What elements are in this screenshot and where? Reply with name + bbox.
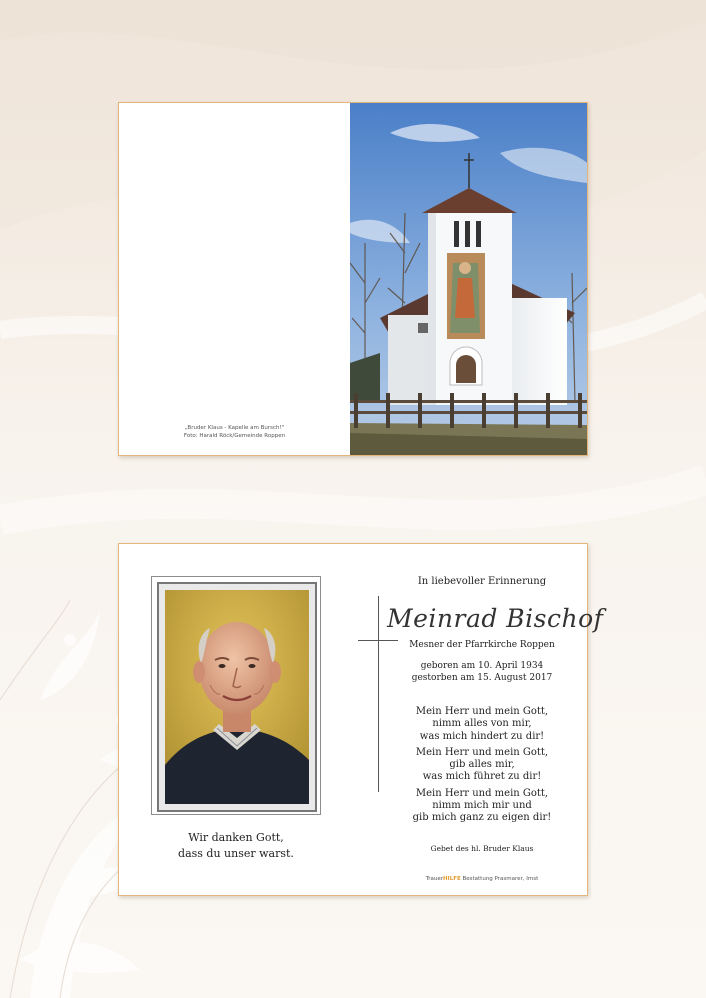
portrait-mat xyxy=(157,582,317,812)
prayer-stanza xyxy=(387,747,577,784)
prayer-stanza xyxy=(387,706,577,743)
life-dates xyxy=(387,660,577,684)
prayer-attribution: Gebet des hl. Bruder Klaus xyxy=(430,844,534,853)
thanks-text xyxy=(151,830,321,862)
deceased-name: Meinrad Bischof xyxy=(387,604,604,633)
prayer-line: nimm mich mir und xyxy=(432,800,532,812)
photo-caption xyxy=(119,424,350,440)
prayer-stanza xyxy=(387,788,577,825)
cross-icon-vertical xyxy=(378,596,379,792)
thanks-line-1: Wir danken Gott, xyxy=(188,831,284,844)
prayer-line: Mein Herr und mein Gott, xyxy=(415,706,549,717)
birth-date: geboren am 10. April 1934 xyxy=(420,661,544,671)
prayer-text xyxy=(387,706,577,829)
caption-credit: Foto: Harald Röck/Gemeinde Roppen xyxy=(183,433,286,439)
thanks-line-2: dass du unser warst. xyxy=(178,847,294,860)
prayer-line: gib mich ganz zu eigen dir! xyxy=(412,812,552,824)
church-photo xyxy=(350,103,587,455)
deceased-role: Mesner der Pfarrkirche Roppen xyxy=(409,640,555,650)
funeral-home-accent: HILFE xyxy=(443,876,461,882)
prayer-line: nimm alles von mir, xyxy=(432,718,532,730)
in-memory-heading: In liebevoller Erinnerung xyxy=(417,576,547,587)
prayer-line: Mein Herr und mein Gott, xyxy=(415,746,549,758)
prayer-line: gib alles mir, xyxy=(449,759,515,771)
funeral-home-prefix: Trauer xyxy=(425,876,444,882)
portrait-frame xyxy=(151,576,321,815)
prayer-line: was mich führet zu dir! xyxy=(422,771,542,783)
portrait-photo xyxy=(165,590,309,804)
caption-title: „Bruder Klaus - Kapelle am Bursch!" xyxy=(184,425,285,431)
card-memorial-side xyxy=(118,543,604,896)
prayer-line: Mein Herr und mein Gott, xyxy=(415,787,549,799)
funeral-home-suffix: Bestattung Prasmarer, Imst xyxy=(460,876,539,882)
card-front-side xyxy=(118,102,588,456)
prayer-line: was mich hindert zu dir! xyxy=(419,730,545,742)
funeral-home-credit xyxy=(387,876,577,882)
death-date: gestorben am 15. August 2017 xyxy=(411,673,553,683)
